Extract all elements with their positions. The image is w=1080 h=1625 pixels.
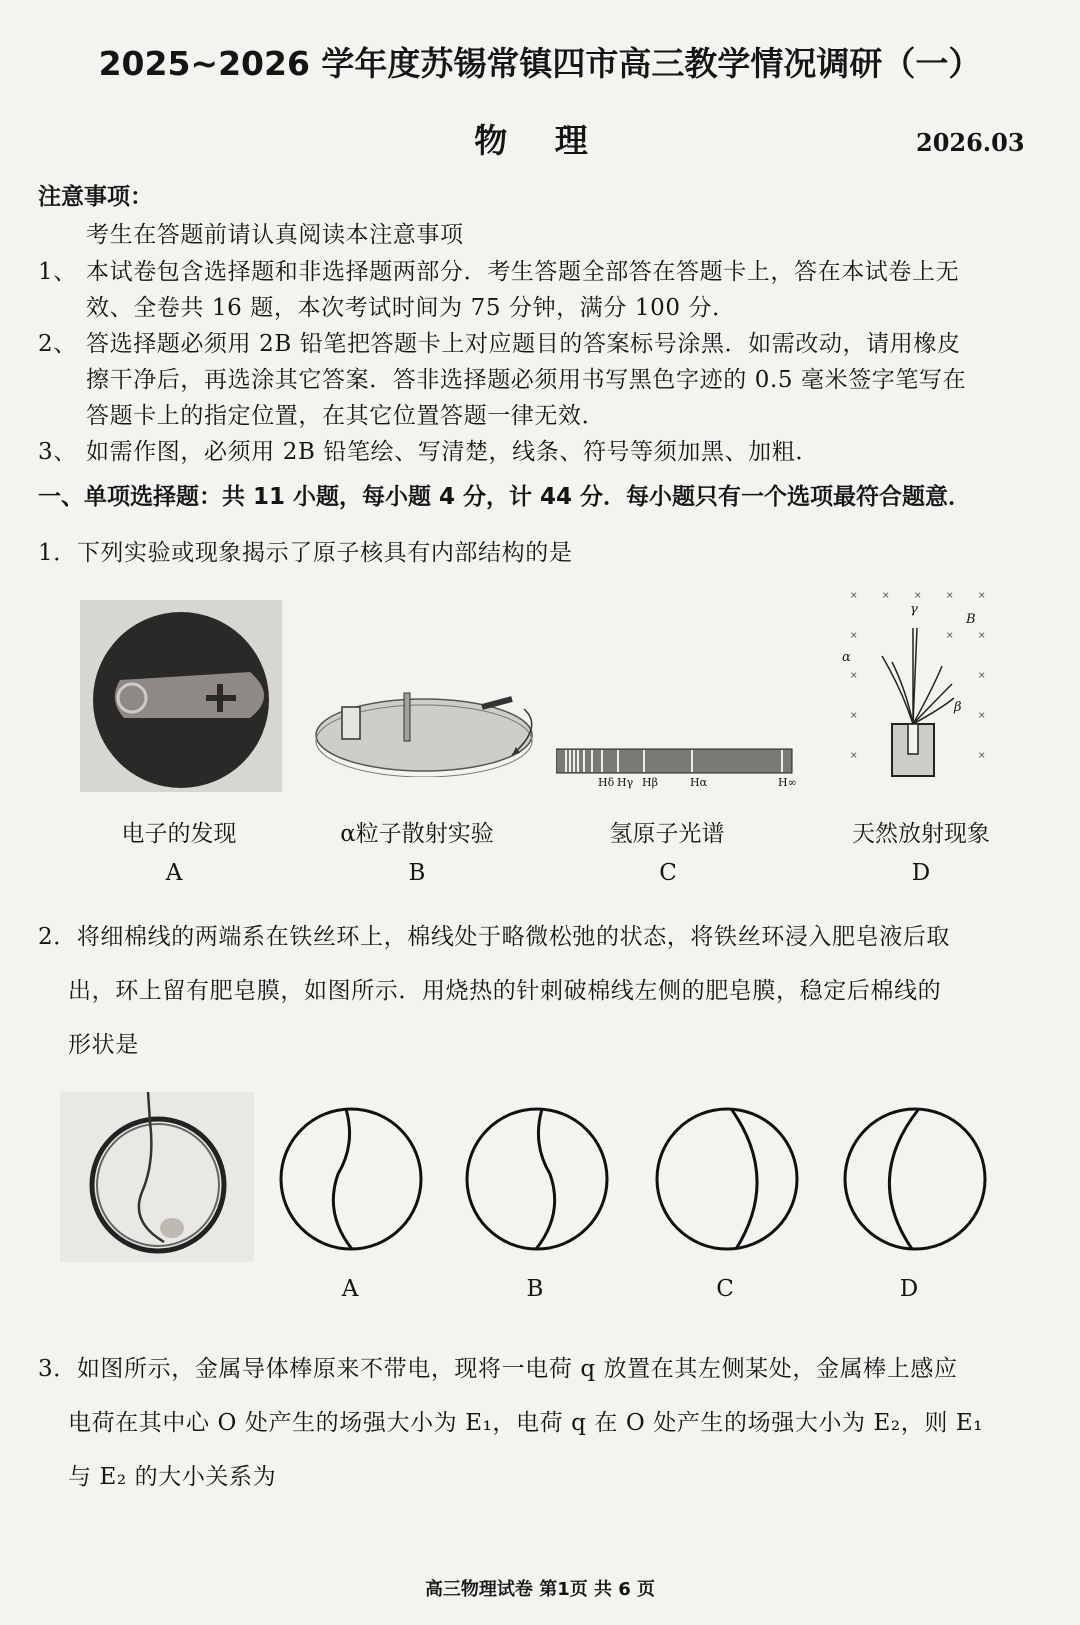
q2-option-c-letter[interactable]: C <box>716 1276 734 1302</box>
q1-option-a-caption: 电子的发现 <box>121 821 237 847</box>
exam-title: 2025~2026 学年度苏锡常镇四市高三教学情况调研（一） <box>98 44 982 83</box>
subject-title: 物 理 <box>474 121 606 160</box>
q2-line-1: 2．将细棉线的两端系在铁丝环上，棉线处于略微松弛的状态，将铁丝环浸入肥皂液后取 <box>38 924 951 950</box>
svg-text:×: × <box>978 751 986 761</box>
q2-option-d-figure <box>840 1104 990 1254</box>
notice-item-3-line-1: 如需作图，必须用 2B 铅笔绘、写清楚，线条、符号等须加黑、加粗． <box>86 439 819 465</box>
svg-text:×: × <box>978 591 986 601</box>
hydrogen-spectrum <box>556 745 794 797</box>
svg-text:×: × <box>850 751 858 761</box>
alpha-scattering-apparatus <box>312 665 550 777</box>
section1-heading: 一、单项选择题：共 11 小题，每小题 4 分，计 44 分．每小题只有一个选项最符合题意． <box>38 484 972 510</box>
svg-text:×: × <box>978 671 986 681</box>
q2-option-d-letter[interactable]: D <box>899 1276 919 1302</box>
q2-option-b-letter[interactable]: B <box>526 1276 544 1302</box>
notice-item-1-num: 1、 <box>38 259 77 285</box>
q2-line-2: 出，环上留有肥皂膜，如图所示．用烧热的针刺破棉线左侧的肥皂膜，稳定后棉线的 <box>68 978 942 1004</box>
svg-text:×: × <box>914 591 922 601</box>
notice-item-1-line-1: 本试卷包含选择题和非选择题两部分．考生答题全部答在答题卡上，答在本试卷上无 <box>86 259 960 285</box>
notice-item-2-line-3: 答题卡上的指定位置，在其它位置答题一律无效． <box>86 403 606 429</box>
exam-date: 2026.03 <box>916 128 1025 157</box>
q1-option-b-letter[interactable]: B <box>408 860 426 886</box>
q1-stem: 1．下列实验或现象揭示了原子核具有内部结构的是 <box>38 540 573 566</box>
notice-intro: 考生在答题前请认真阅读本注意事项 <box>86 222 464 248</box>
decay-label-gamma: γ <box>910 602 918 617</box>
svg-text:×: × <box>850 591 858 601</box>
notice-item-3-num: 3、 <box>38 439 77 465</box>
q1-option-c-letter[interactable]: C <box>659 860 677 886</box>
decay-label-beta: β <box>954 700 962 715</box>
q1-option-a-letter[interactable]: A <box>165 860 183 886</box>
notice-item-2-num: 2、 <box>38 331 77 357</box>
spectrum-label-h-beta: Hβ <box>642 776 658 789</box>
notice-item-2-line-2: 擦干净后，再选涂其它答案．答非选择题必须用书写黑色字迹的 0.5 毫米签字笔写在 <box>86 367 967 393</box>
q2-option-c-figure <box>652 1104 802 1254</box>
soap-film-ring-photo <box>60 1092 254 1262</box>
svg-text:×: × <box>850 671 858 681</box>
decay-label-alpha: α <box>842 650 851 665</box>
svg-text:×: × <box>882 591 890 601</box>
svg-text:×: × <box>946 591 954 601</box>
spectrum-label-h-alpha: Hα <box>690 776 708 789</box>
svg-text:×: × <box>850 711 858 721</box>
q1-option-d-letter[interactable]: D <box>911 860 931 886</box>
page-footer: 高三物理试卷 第1页 共 6 页 <box>424 1579 656 1600</box>
q1-option-b-caption: α粒子散射实验 <box>340 821 494 847</box>
spectrum-label-h-gamma: Hγ <box>617 776 634 789</box>
notice-heading: 注意事项： <box>38 184 153 210</box>
svg-text:×: × <box>978 711 986 721</box>
q1-option-d-caption: 天然放射现象 <box>852 821 990 847</box>
q2-option-a-figure <box>276 1104 426 1254</box>
electron-discovery-image <box>80 600 282 792</box>
q2-option-b-figure <box>462 1104 612 1254</box>
q1-option-c-caption: 氢原子光谱 <box>609 821 725 847</box>
svg-text:×: × <box>978 631 986 641</box>
decay-label-field: B <box>966 612 976 627</box>
svg-text:×: × <box>850 631 858 641</box>
svg-text:×: × <box>946 631 954 641</box>
spectrum-label-h-delta: Hδ <box>598 776 615 789</box>
notice-item-1-line-2: 效、全卷共 16 题，本次考试时间为 75 分钟，满分 100 分． <box>86 295 736 321</box>
q3-line-3: 与 E₂ 的大小关系为 <box>68 1464 277 1490</box>
spectrum-label-h-infinity: H∞ <box>778 776 797 789</box>
q2-option-a-letter[interactable]: A <box>341 1276 359 1302</box>
q3-line-2: 电荷在其中心 O 处产生的场强大小为 E₁，电荷 q 在 O 处产生的场强大小为 E₂，则 E₁ <box>68 1410 984 1436</box>
q3-line-1: 3．如图所示，金属导体棒原来不带电，现将一电荷 q 放置在其左侧某处，金属棒上感应 <box>38 1356 958 1382</box>
q2-line-3: 形状是 <box>68 1032 139 1058</box>
notice-item-2-line-1: 答选择题必须用 2B 铅笔把答题卡上对应题目的答案标号涂黑．如需改动，请用橡皮 <box>86 331 961 357</box>
